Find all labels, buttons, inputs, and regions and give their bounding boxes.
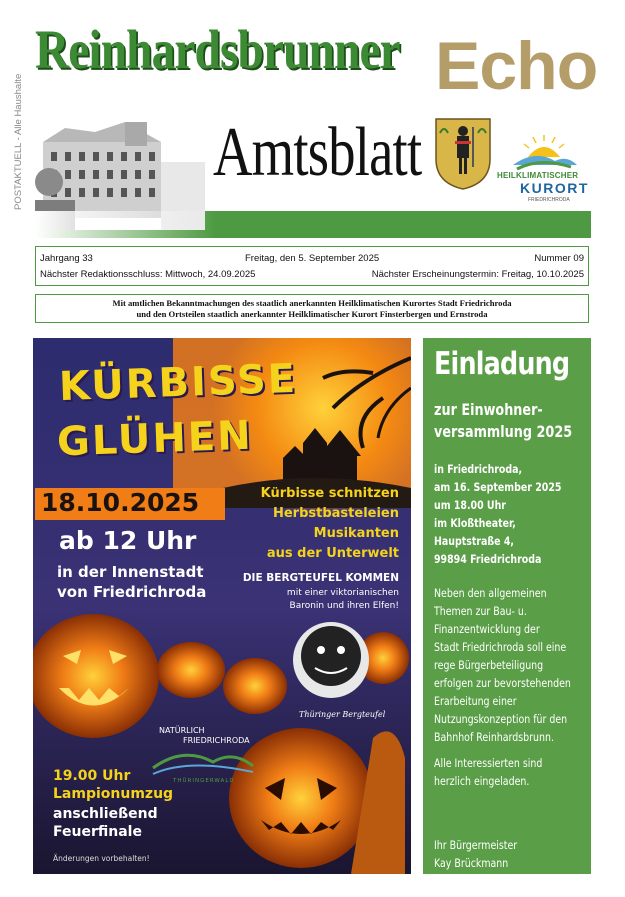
invitation-body: Themen zur Bau- u.: [434, 604, 527, 618]
notice-line: Mit amtlichen Bekanntmachungen des staatlich anerkannten Heilklimatischen Kurortes Stadt Friedrichroda: [112, 298, 512, 308]
coat-of-arms-icon: [432, 113, 494, 191]
poster-activity: aus der Unterwelt: [266, 546, 399, 561]
poster-bergteufel-sub2: Baronin und ihren Elfen!: [289, 601, 399, 611]
sidebar-postal-text: POSTAKTUELL - Alle Haushalte: [13, 73, 24, 210]
invitation-detail: in Friedrichroda,: [434, 462, 523, 476]
invitation-body: erfolgen zur bevorstehenden: [434, 676, 571, 690]
poster-evening-3: Feuerfinale: [53, 824, 142, 840]
invitation-panel: [423, 338, 591, 874]
poster-evening-time: 19.00 Uhr: [53, 768, 131, 784]
issue-info-box: [35, 246, 589, 286]
poster-place-1: in der Innenstadt: [57, 563, 204, 581]
invitation-body: Bahnhof Reinhardsbrunn.: [434, 730, 554, 744]
poster-activity: Herbstbasteleien: [272, 506, 399, 521]
kurort-logo-line2: KURORT: [520, 180, 589, 196]
poster-headline-2: GLÜHEN: [56, 412, 254, 466]
poster-evening-2: anschließend: [53, 806, 158, 822]
invitation-detail: im Kloßtheater,: [434, 516, 516, 530]
invitation-body: Neben den allgemeinen: [434, 586, 547, 600]
poster-bergteufel-title: DIE BERGTEUFEL KOMMEN: [242, 572, 399, 584]
invitation-body: Erarbeitung einer: [434, 694, 517, 708]
masthead-echo: Echo: [435, 28, 598, 104]
invitation-closing: herzlich eingeladen.: [434, 774, 530, 788]
invitation-closing: Alle Interessierten sind: [434, 756, 543, 770]
invitation-body: Stadt Friedrichroda soll eine: [434, 640, 567, 654]
invitation-detail: um 18.00 Uhr: [434, 498, 506, 512]
invitation-detail: 99894 Friedrichroda: [434, 552, 542, 566]
invitation-body: Finanzentwicklung der: [434, 622, 540, 636]
kuerbis-poster: [33, 338, 411, 874]
poster-time: ab 12 Uhr: [59, 526, 197, 555]
issue-date: Freitag, den 5. September 2025: [245, 253, 380, 264]
next-publication: Nächster Erscheinungstermin: Freitag, 10.10.2025: [371, 269, 584, 280]
poster-logo-line1: NATÜRLICH: [159, 726, 205, 735]
poster-activity: Musikanten: [313, 526, 399, 541]
notice-line: und den Ortsteilen staatlich anerkannter Heilklimatischer Kurort Finsterbergen und Ernstroda: [136, 309, 488, 319]
poster-logo-line3: THÜRINGERWALD: [173, 778, 235, 784]
poster-activity: Kürbisse schnitzen: [260, 486, 399, 501]
poster-footnote: Änderungen vorbehalten!: [53, 854, 150, 863]
masthead-title: Reinhardsbrunner: [35, 19, 400, 80]
invitation-body: rege Bürgerbeteiligung: [434, 658, 544, 672]
official-notice-box: [35, 294, 589, 323]
poster-evening-1: Lampionumzug: [53, 786, 174, 802]
poster-place-2: von Friedrichroda: [57, 583, 207, 601]
poster-bergteufel-sub1: mit einer viktorianischen: [286, 588, 399, 598]
invitation-body: Nutzungskonzeption für den: [434, 712, 568, 726]
invitation-title: Einladung: [434, 346, 570, 382]
invitation-signature: Ihr Bürgermeister: [434, 838, 518, 852]
next-deadline: Nächster Redaktionsschluss: Mittwoch, 24.09.2025: [40, 269, 256, 280]
kurort-logo-line1: HEILKLIMATISCHER: [497, 171, 579, 180]
poster-logo-line2: FRIEDRICHRODA: [183, 736, 250, 745]
invitation-subtitle-2: versammlung 2025: [434, 422, 573, 441]
invitation-signature: Kay Brückmann: [434, 856, 509, 870]
masthead-bar-fade: [35, 211, 215, 238]
invitation-detail: Hauptstraße 4,: [434, 534, 514, 548]
masthead-subtitle: Amtsblatt: [213, 114, 422, 191]
poster-bergteufel-logo: Thüringer Bergteufel: [299, 710, 386, 719]
invitation-detail: am 16. September 2025: [434, 480, 562, 494]
poster-date: 18.10.2025: [41, 488, 200, 517]
issue-number: Nummer 09: [534, 253, 584, 264]
jahrgang: Jahrgang 33: [40, 253, 93, 264]
invitation-subtitle-1: zur Einwohner-: [434, 400, 543, 419]
poster-headline-1: KÜRBISSE: [58, 355, 298, 411]
kurort-logo-line3: FRIEDRICHRODA: [528, 197, 570, 203]
